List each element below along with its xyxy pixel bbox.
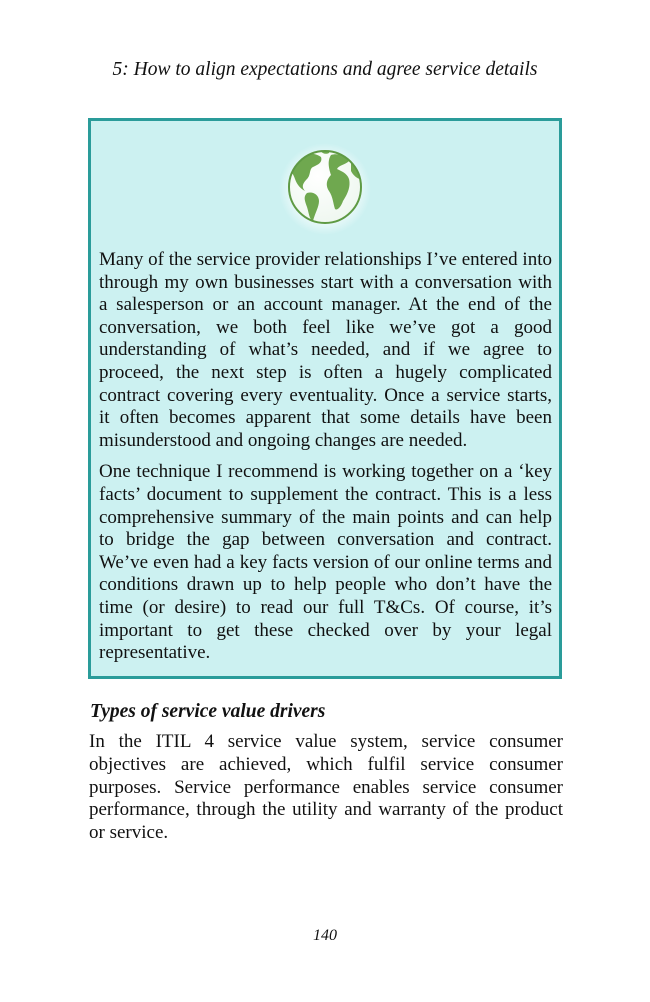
page-number: 140	[313, 927, 337, 944]
callout-text	[99, 249, 552, 674]
callout-box	[88, 118, 562, 679]
running-header: 5: How to align expectations and agree service details	[112, 59, 538, 80]
globe-icon	[279, 143, 371, 235]
callout-paragraph-2: One technique I recommend is working together on a ‘key facts’ document to supplement the contract. This is a less comprehensive summary of the main points and can help to bridge the gap between conversation and contract. We’ve even had a key facts version of our online terms and conditions drawn up to help people who don’t have the time (or desire) to read our full T&Cs. Of course, it’s important to get these checked over by your legal representative.	[99, 461, 552, 664]
body-paragraph: In the ITIL 4 service value system, service consumer objectives are achieved, which fulfil service consumer purposes. Service performance enables service consumer performance, through the utility and warranty of the product or service.	[89, 731, 563, 844]
section-heading: Types of service value drivers	[90, 701, 326, 722]
callout-paragraph-1: Many of the service provider relationships I’ve entered into through my own businesses start with a conversation with a salesperson or an account manager. At the end of the conversation, we both feel like we’ve got a good understanding of what’s needed, and if we agree to proceed, the next step is often a hugely complicated contract covering every eventuality. Once a service starts, it often becomes apparent that some details have been misunderstood and ongoing changes are needed.	[99, 249, 552, 451]
